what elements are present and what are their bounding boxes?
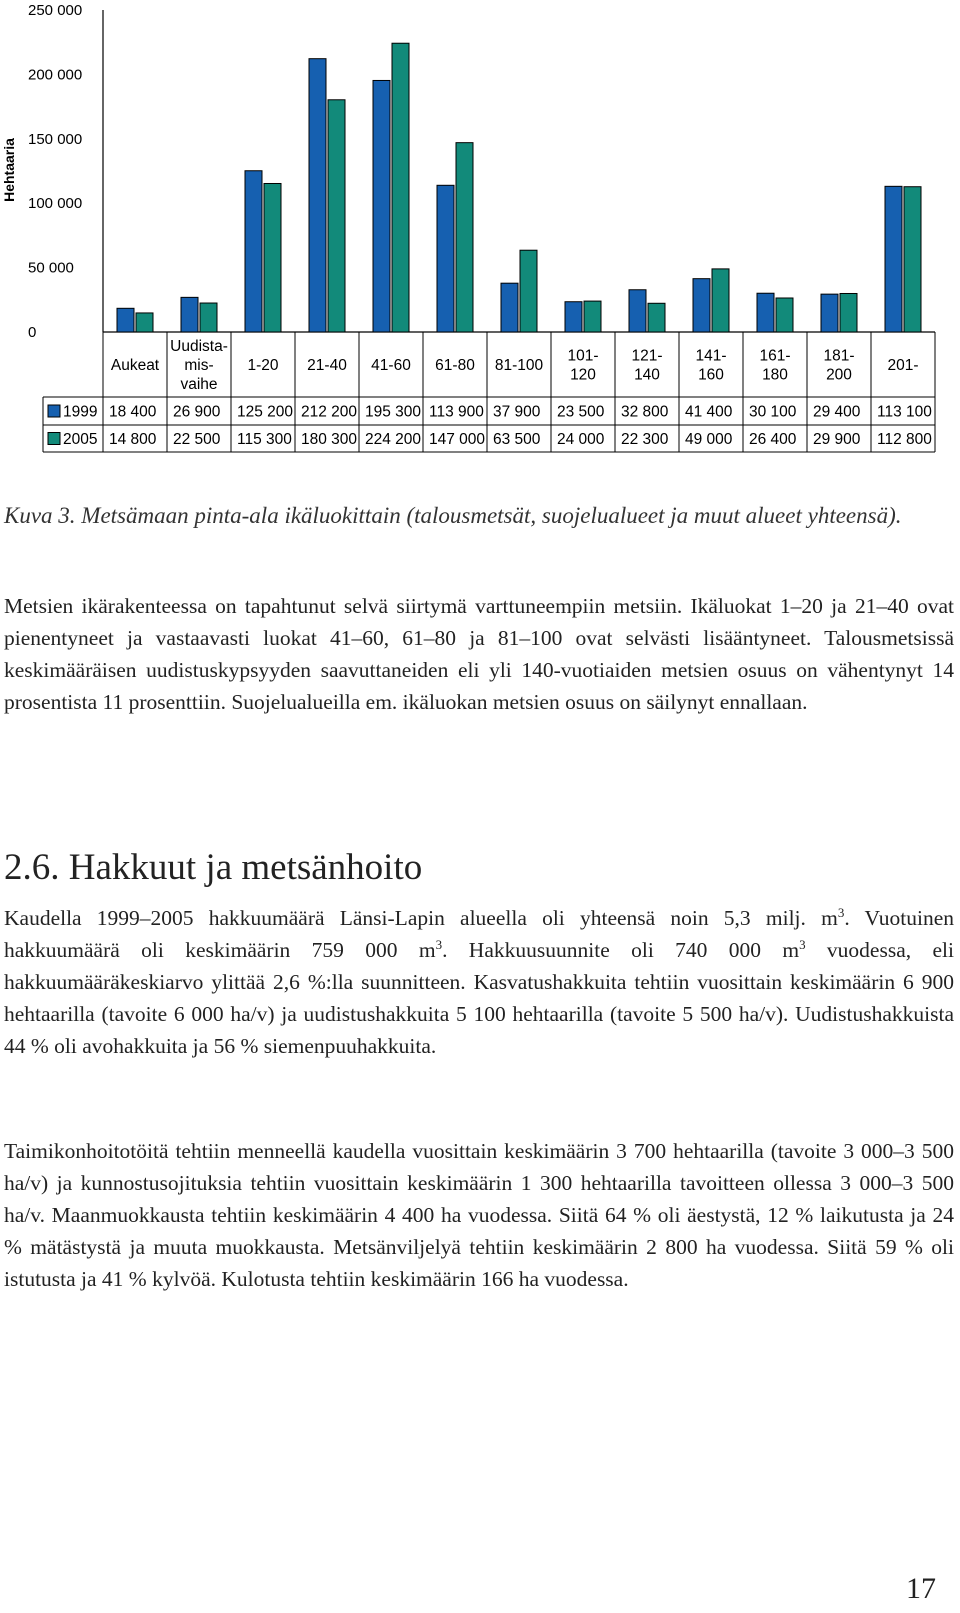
data-label: 37 900 — [493, 403, 541, 421]
data-label: 224 200 — [365, 431, 422, 448]
y-tick-label: 200 000 — [28, 66, 83, 84]
bar-2005 — [712, 269, 729, 332]
paragraph-age-structure: Metsien ikärakenteessa on tapahtunut selvä siirtymä varttuneempiin metsiin. Ikäluokat 1–20 ja 21–40 ovat pienentyneet ja vastaavasti luokat 41–60, 61–80 ja 81–100 ovat selvästi lisääntyneet. Talousmetsissä keskimääräisen uudistuskypsyyden saavuttaneiden eli yli 140-vuotiaiden metsien osuus on vähentynyt 14 prosentista 11 prosenttiin. Suojelualueilla em. ikäluokan metsien osuus on säilynyt ennallaan. — [4, 594, 954, 714]
data-label: 32 800 — [621, 403, 669, 421]
data-label: 18 400 — [109, 403, 157, 421]
bar-1999 — [629, 290, 646, 332]
x-category-label: 140 — [634, 366, 660, 384]
data-label: 24 000 — [557, 431, 605, 448]
x-category-label: 1-20 — [247, 357, 279, 374]
y-tick-label: 250 000 — [28, 2, 83, 19]
bar-1999 — [821, 294, 838, 332]
x-category-label: 141- — [695, 347, 727, 365]
x-category-label: 180 — [762, 366, 788, 384]
bar-2005 — [840, 293, 857, 332]
data-label: 180 300 — [301, 431, 358, 448]
x-category-label: mis- — [184, 357, 214, 374]
bar-2005 — [584, 301, 601, 332]
section-heading: 2.6. Hakkuut ja metsänhoito — [4, 847, 423, 888]
bar-1999 — [117, 308, 134, 332]
data-label: 30 100 — [749, 403, 797, 421]
data-label: 115 300 — [237, 431, 292, 448]
paragraph-harvesting — [4, 902, 954, 1062]
y-tick-label: 100 000 — [28, 195, 83, 213]
x-category-label: Aukeat — [110, 357, 160, 374]
data-label: 63 500 — [493, 431, 541, 448]
x-category-label: 81-100 — [494, 357, 544, 374]
bar-1999 — [501, 283, 518, 332]
plot-frame — [103, 10, 935, 332]
x-category-label: 61-80 — [435, 357, 475, 374]
paragraph-silviculture: Taimikonhoitotöitä tehtiin menneellä kaudella vuosittain keskimäärin 3 700 hehtaarilla (tavoite 3 000–3 500 ha/v) ja kunnostusojituksia tehtiin vuosittain keskimäärin 1 300 hehtaarilla tavoitteen ollessa 3 000–3 500 ha/v. Maanmuokkausta tehtiin keskimäärin 4 400 ha vuodessa. Siitä 64 % oli äestystä, 12 % laikutusta ja 24 % mätästystä ja muuta muokkausta. Metsänviljelyä tehtiin keskimäärin 2 800 ha vuodessa. Siitä 59 % oli istutusta ja 41 % kylvöä. Kulotusta tehtiin keskimäärin 166 ha vuodessa. — [4, 1139, 954, 1291]
data-label: 26 900 — [173, 403, 221, 421]
bar-2005 — [776, 298, 793, 332]
bar-1999 — [885, 186, 902, 332]
harvest-text-1: Kaudella 1999–2005 hakkuumäärä Länsi-Lapin alueella oli yhteensä noin 5,3 milj. m — [4, 906, 838, 930]
superscript-3: 3 — [435, 937, 443, 952]
x-category-label: 21-40 — [307, 357, 347, 374]
bars — [117, 43, 921, 332]
bar-1999 — [437, 185, 454, 332]
data-label: 14 800 — [109, 431, 157, 448]
age-class-bar-chart — [0, 0, 960, 470]
x-category-label: 101- — [567, 347, 599, 365]
y-tick-label: 0 — [28, 324, 37, 341]
bar-2005 — [200, 303, 217, 332]
bar-2005 — [392, 43, 409, 332]
data-label: 22 500 — [173, 431, 221, 448]
bar-1999 — [245, 171, 262, 332]
data-label: 26 400 — [749, 431, 797, 448]
harvest-text-2: . Vuotuinen hakkuumäärä oli keskimäärin 759 000 m — [4, 906, 955, 962]
legend-swatch-2005 — [48, 433, 60, 445]
bar-1999 — [693, 279, 710, 332]
page-number: 17 — [906, 1572, 936, 1605]
data-table — [43, 332, 935, 452]
y-axis-label: Hehtaaria — [1, 138, 17, 202]
data-label: 22 300 — [621, 431, 669, 448]
bar-1999 — [757, 293, 774, 332]
data-label: 49 000 — [685, 431, 733, 448]
legend-label-2005: 2005 — [63, 431, 98, 448]
bar-1999 — [373, 80, 390, 332]
data-label: 212 200 — [301, 403, 358, 421]
x-category-label: 41-60 — [371, 357, 411, 374]
bar-2005 — [456, 143, 473, 332]
y-tick-label: 50 000 — [28, 259, 74, 277]
x-category-label: 181- — [823, 347, 855, 365]
bar-2005 — [136, 313, 153, 332]
bar-1999 — [181, 297, 198, 332]
x-category-label: 120 — [570, 366, 596, 384]
data-label: 29 400 — [813, 403, 861, 421]
bar-2005 — [328, 100, 345, 332]
y-axis-ticks — [28, 2, 82, 341]
data-label: 147 000 — [429, 431, 486, 448]
bar-2005 — [520, 250, 537, 332]
legend-label-1999: 1999 — [63, 403, 98, 421]
data-label: 112 800 — [877, 431, 932, 448]
x-category-label: Uudista- — [170, 338, 228, 355]
superscript-3: 3 — [837, 905, 845, 920]
x-category-label: 201- — [887, 357, 919, 374]
x-category-label: 161- — [759, 347, 791, 365]
figure-caption: Kuva 3. Metsämaan pinta-ala ikäluokittain (talousmetsät, suojelualueet ja muut alueet yhteensä). — [4, 503, 902, 528]
data-label: 29 900 — [813, 431, 861, 448]
legend-swatch-1999 — [48, 405, 60, 417]
x-category-label: 200 — [826, 366, 852, 384]
bar-1999 — [309, 59, 326, 332]
data-label: 125 200 — [237, 403, 294, 421]
bar-1999 — [565, 302, 582, 332]
y-tick-label: 150 000 — [28, 130, 83, 148]
data-label: 113 100 — [877, 403, 932, 421]
data-label: 41 400 — [685, 403, 733, 421]
harvest-text-3: . Hakkuusuunnite oli 740 000 m — [442, 938, 800, 962]
bar-2005 — [264, 183, 281, 332]
bar-2005 — [648, 303, 665, 332]
bar-2005 — [904, 187, 921, 332]
data-label: 113 900 — [429, 403, 484, 421]
x-category-label: 160 — [698, 366, 724, 384]
harvest-text-4: vuodessa, eli hakkuumääräkeskiarvo ylittää 2,6 %:lla suunnitteen. Kasvatushakkuita tehtiin vuosittain keskimäärin 6 900 hehtaarilla (tavoite 6 000 ha/v) ja uudistushakkuita 5 100 hehtaarilla (tavoite 5 500 ha/v). Uudistushakkuista 44 % oli avohakkuita ja 56 % siemenpuuhakkuita. — [4, 938, 954, 1058]
data-label: 23 500 — [557, 403, 605, 421]
x-category-label: vaihe — [180, 376, 218, 393]
data-label: 195 300 — [365, 403, 422, 421]
x-category-label: 121- — [631, 347, 663, 365]
superscript-3: 3 — [799, 937, 806, 952]
